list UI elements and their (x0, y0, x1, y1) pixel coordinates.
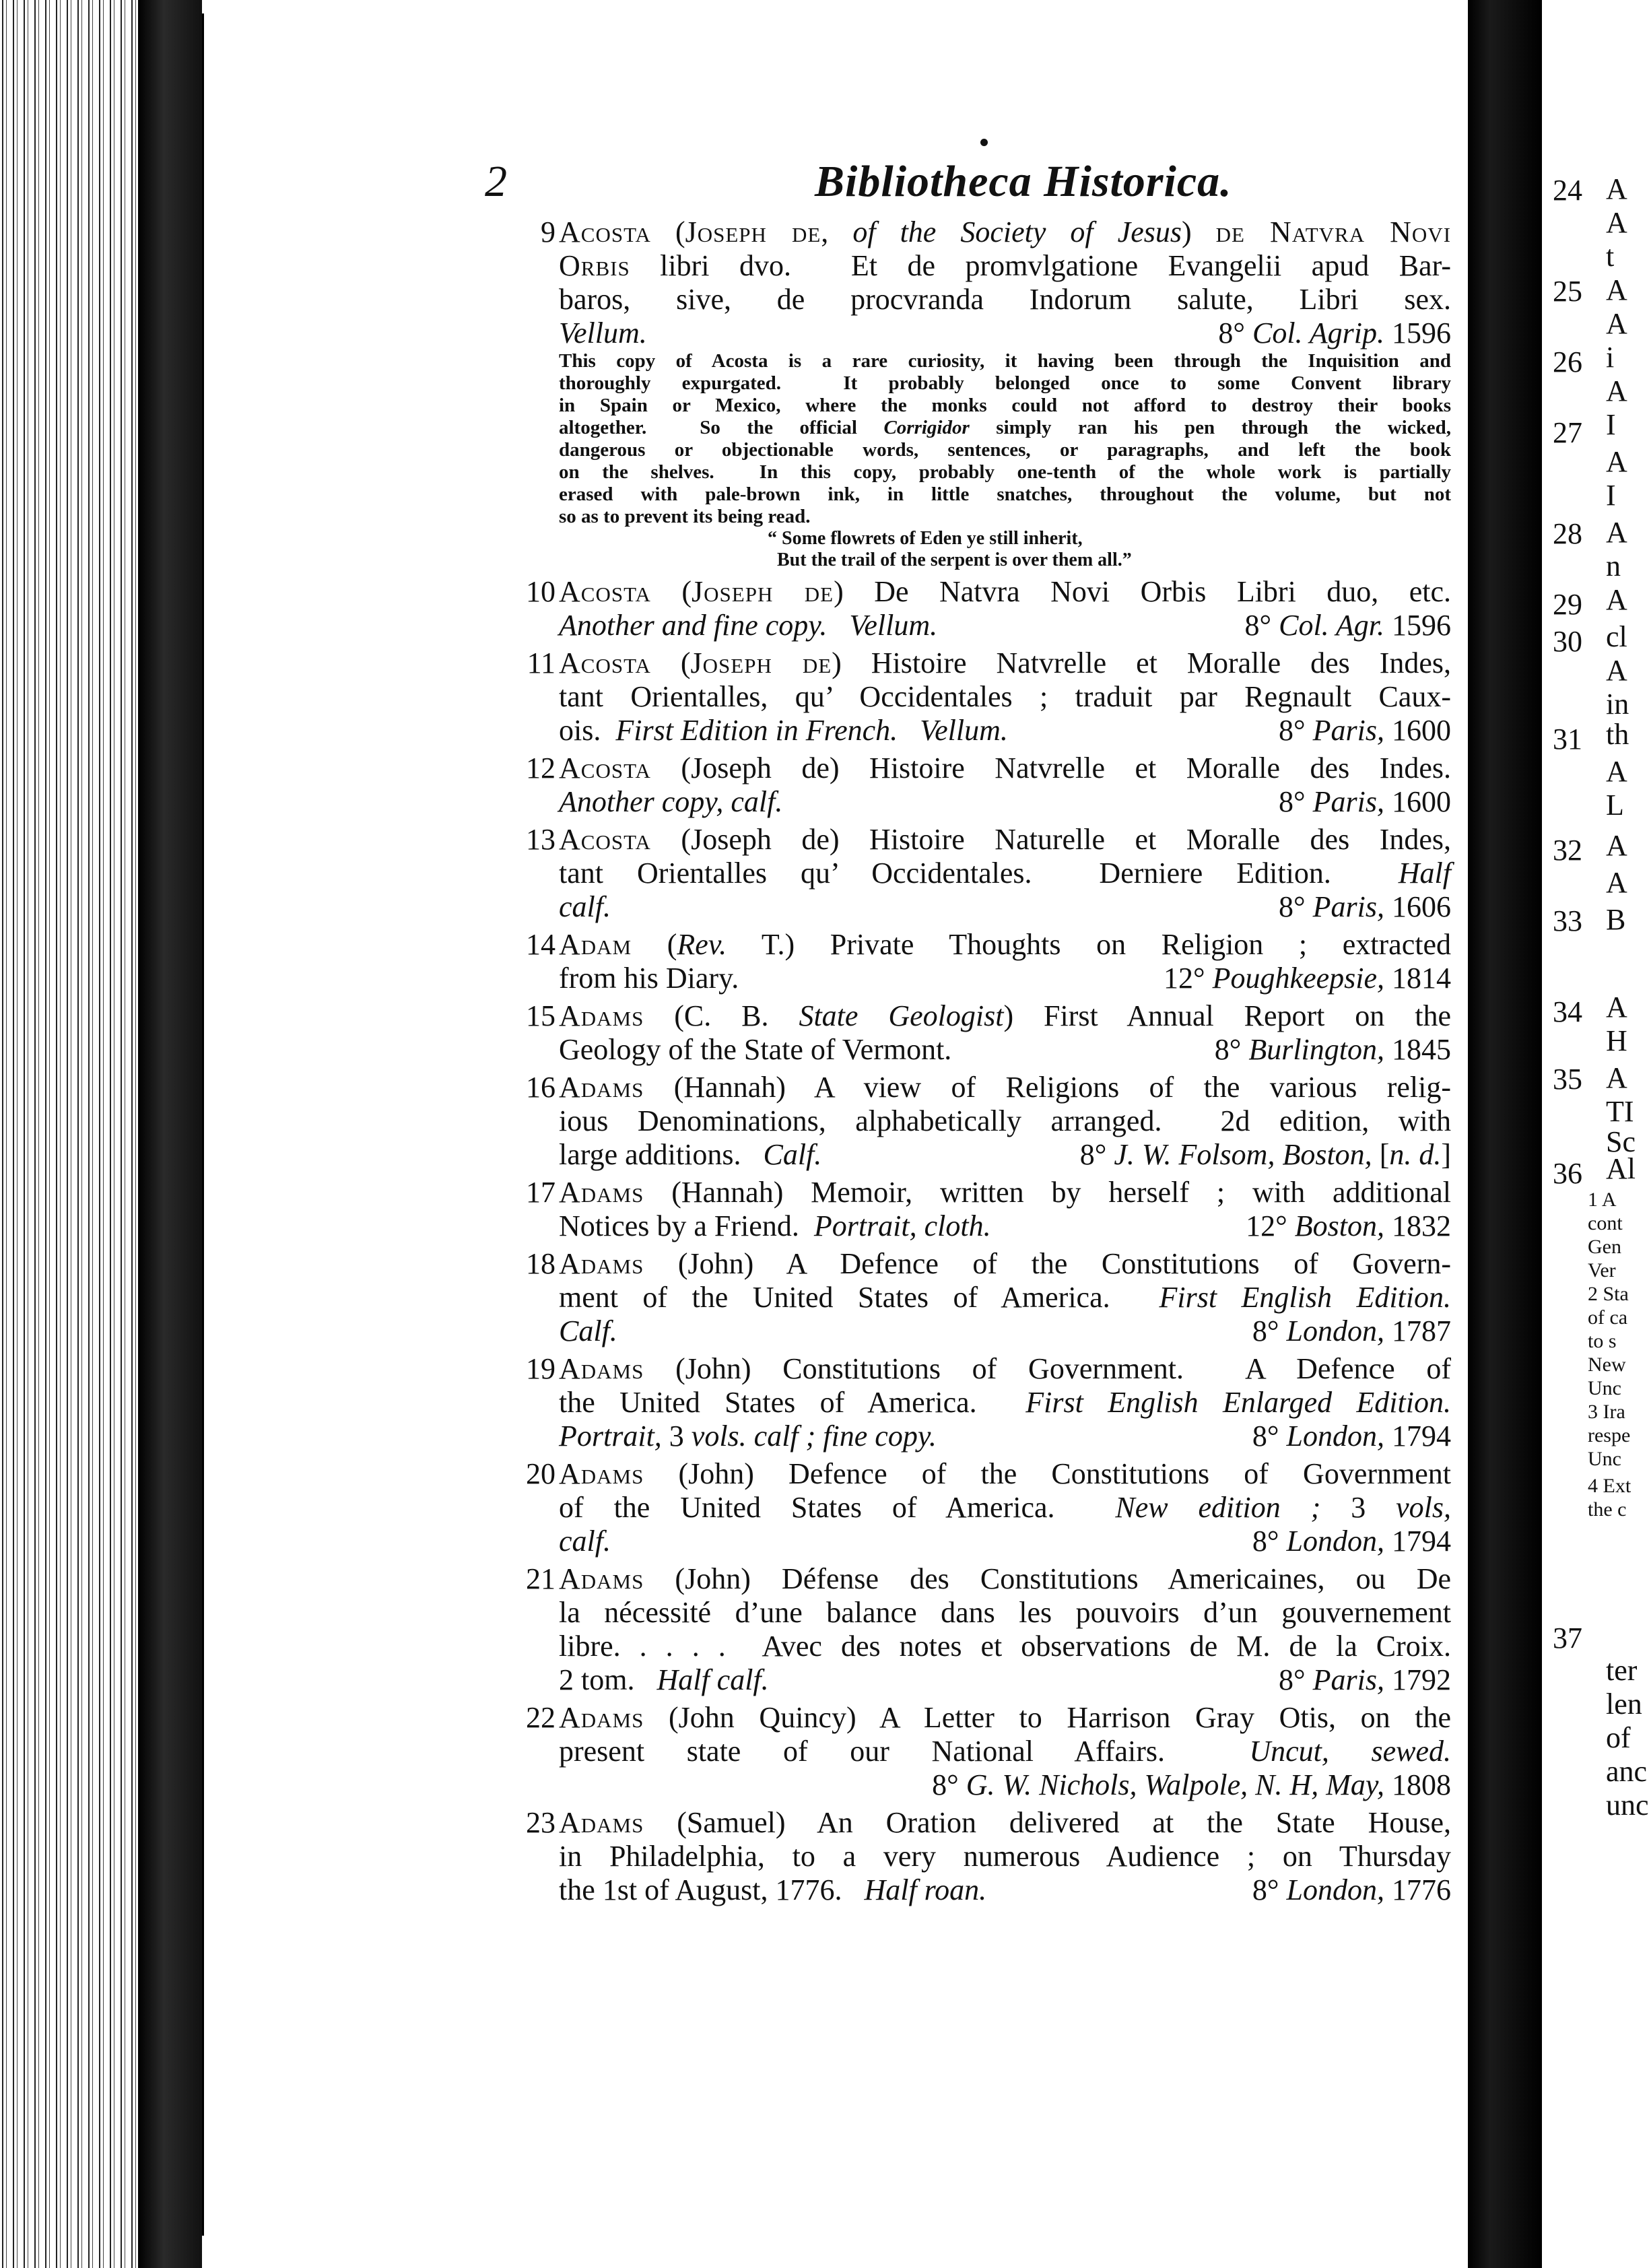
entry-note-line: altogether. So the official Corrigidor simply ran his pen through the wicked, (559, 417, 1451, 438)
entry-number: 23 (526, 1806, 556, 1839)
catalogue-entries (518, 215, 1451, 1911)
facing-text-fragment: th (1606, 718, 1629, 751)
facing-text-fragment: i (1606, 341, 1615, 374)
catalogue-entry (518, 1806, 1451, 1907)
facing-note-fragment: cont (1588, 1212, 1623, 1234)
entry-imprint-line: calf. 8° Paris, 1606 (559, 890, 1451, 923)
facing-text-fragment: len (1606, 1688, 1642, 1721)
catalogue-entry (518, 1352, 1451, 1453)
entry-imprint-line: 8° G. W. Nichols, Walpole, N. H, May, 1808 (932, 1768, 1451, 1801)
facing-entry-number: 25 (1553, 275, 1582, 308)
entry-line: Acosta (Joseph de) De Natvra Novi Orbis Libri duo, etc. (559, 575, 1451, 608)
header-dot (980, 139, 988, 146)
facing-entry-number: 28 (1553, 517, 1582, 550)
facing-entry-number: 33 (1553, 904, 1582, 937)
catalogue-entry (518, 1457, 1451, 1558)
entry-note-line: dangerous or objectionable words, sentences, or paragraphs, and left the book (559, 439, 1451, 461)
facing-text-fragment: TI (1606, 1095, 1634, 1128)
catalogue-entry (518, 928, 1451, 995)
entry-line: Adams (John) Defence of the Constitutions of Government (559, 1457, 1451, 1490)
entry-number: 21 (526, 1562, 556, 1595)
entry-line: ious Denominations, alphabetically arranged. 2d edition, with (559, 1104, 1451, 1137)
entry-note-line: so as to prevent its being read. (559, 506, 811, 527)
entry-number: 10 (526, 575, 556, 608)
entry-number: 22 (526, 1701, 556, 1734)
facing-text-fragment: unc (1606, 1789, 1649, 1822)
facing-note-fragment: 1 A (1588, 1189, 1617, 1211)
entry-imprint-line: calf. 8° London, 1794 (559, 1525, 1451, 1558)
facing-text-fragment: A (1606, 445, 1627, 478)
facing-text-fragment: A (1606, 755, 1627, 788)
facing-entry-number: 24 (1553, 174, 1582, 207)
entry-line: Acosta (Joseph de, of the Society of Jesus) de Natvra Novi (559, 215, 1452, 248)
book-edge (0, 0, 202, 2268)
facing-text-fragment: t (1606, 240, 1615, 273)
entry-imprint-line: Vellum. 8° Col. Agrip. 1596 (559, 316, 1451, 349)
facing-text-fragment: A (1606, 991, 1627, 1024)
entry-note-line: This copy of Acosta is a rare curiosity, it having been through the Inquisition and (559, 350, 1451, 372)
entry-number: 15 (526, 999, 556, 1032)
facing-note-fragment: New (1588, 1354, 1626, 1376)
entry-imprint-line: the 1st of August, 1776. Half roan. 8° London, 1776 (559, 1873, 1451, 1906)
entry-imprint-line: Notices by a Friend. Portrait, cloth. 12° Boston, 1832 (559, 1209, 1451, 1242)
entry-line: Adams (Samuel) An Oration delivered at the State House, (559, 1806, 1451, 1839)
catalogue-entry (518, 215, 1451, 571)
facing-text-fragment: A (1606, 866, 1627, 899)
entry-imprint-line: large additions. Calf. 8° J. W. Folsom, Boston, [n. d.] (559, 1138, 1451, 1171)
entry-line: Acosta (Joseph de) Histoire Naturelle et Moralle des Indes, (559, 823, 1451, 856)
entry-number: 19 (526, 1352, 556, 1385)
entry-number: 12 (526, 752, 556, 785)
entry-line: Adams (John Quincy) A Letter to Harrison Gray Otis, on the (559, 1701, 1451, 1734)
entry-line: tant Orientalles qu’ Occidentales. Derniere Edition. Half (559, 857, 1451, 890)
entry-imprint-line: from his Diary. 12° Poughkeepsie, 1814 (559, 962, 1451, 995)
entry-imprint-line: Another copy, calf. 8° Paris, 1600 (559, 785, 1451, 818)
catalogue-entry (518, 646, 1451, 747)
entry-quotation-line: But the trail of the serpent is over them all.” (768, 549, 1132, 570)
facing-text-fragment: anc (1606, 1755, 1648, 1788)
facing-note-fragment: 4 Ext (1588, 1475, 1631, 1497)
facing-text-fragment: A (1606, 172, 1627, 205)
entry-quotation-line: “ Some flowrets of Eden ye still inherit, (768, 528, 1083, 549)
facing-text-fragment: L (1606, 789, 1624, 822)
entry-line: Adams (John) Constitutions of Government. A Defence of (559, 1352, 1451, 1385)
entry-note-line: thoroughly expurgated. It probably belonged once to some Convent library (559, 372, 1451, 394)
entry-number: 18 (526, 1247, 556, 1280)
entry-number: 11 (527, 646, 556, 679)
entry-number: 9 (541, 215, 556, 248)
entry-line: Orbis libri dvo. Et de promvlgatione Evangelii apud Bar- (559, 249, 1451, 282)
entry-line: present state of our National Affairs. Uncut, sewed. (559, 1735, 1452, 1768)
entry-line: tant Orientalles, qu’ Occidentales ; traduit par Regnault Caux- (559, 680, 1451, 713)
facing-text-fragment: n (1606, 549, 1621, 582)
facing-note-fragment: the c (1588, 1498, 1627, 1521)
facing-note-fragment: Unc (1588, 1377, 1621, 1399)
facing-text-fragment: A (1606, 1061, 1627, 1094)
entry-number: 16 (526, 1071, 556, 1104)
facing-text-fragment: A (1606, 273, 1627, 306)
facing-text-fragment: in (1606, 688, 1629, 721)
page-gutter (1468, 0, 1542, 2268)
entry-line: Adams (John) Défense des Constitutions Americaines, ou De (559, 1562, 1451, 1595)
entry-line: Adam (Rev. T.) Private Thoughts on Religion ; extracted (559, 928, 1451, 961)
facing-text-fragment: A (1606, 307, 1627, 340)
catalogue-entry (518, 1247, 1451, 1348)
facing-text-fragment: A (1606, 829, 1627, 862)
facing-note-fragment: respe (1588, 1424, 1631, 1446)
entry-imprint-line: Another and fine copy. Vellum. 8° Col. Agr. 1596 (559, 609, 1451, 642)
facing-note-fragment: 2 Sta (1588, 1283, 1629, 1305)
facing-text-fragment: A (1606, 206, 1627, 239)
catalogue-entry (518, 823, 1451, 924)
entry-line: Adams (C. B. State Geologist) First Annual Report on the (559, 999, 1451, 1032)
entry-line: Adams (Hannah) A view of Religions of the various relig- (559, 1071, 1451, 1104)
catalogue-entry (518, 752, 1451, 819)
entry-note-line: erased with pale-brown ink, in little snatches, throughout the volume, but not (559, 483, 1451, 505)
entry-note-line: on the shelves. In this copy, probably one-tenth of the whole work is partially (559, 461, 1451, 483)
facing-note-fragment: 3 Ira (1588, 1401, 1625, 1423)
facing-text-fragment: I (1606, 408, 1616, 441)
page-number: 2 (485, 157, 507, 206)
facing-text-fragment: ter (1606, 1654, 1638, 1687)
catalogue-entry (518, 1071, 1451, 1172)
entry-line: the United States of America. First English Enlarged Edition. (559, 1386, 1451, 1419)
running-title: Bibliotheca Historica. (815, 157, 1232, 206)
entry-line: la nécessité d’une balance dans les pouvoirs d’un gouvernement (559, 1596, 1451, 1629)
catalogue-entry (518, 575, 1451, 642)
entry-number: 20 (526, 1457, 556, 1490)
facing-note-fragment: Gen (1588, 1236, 1621, 1258)
facing-entry-number: 36 (1553, 1157, 1582, 1190)
entry-line: Acosta (Joseph de) Histoire Natvrelle et Moralle des Indes, (559, 646, 1452, 679)
facing-text-fragment: of (1606, 1721, 1631, 1754)
facing-text-fragment: A (1606, 374, 1627, 407)
entry-number: 13 (526, 823, 556, 856)
facing-text-fragment: A (1606, 516, 1627, 549)
facing-text-fragment: B (1606, 903, 1626, 936)
catalogue-entry (518, 1701, 1451, 1802)
facing-text-fragment: A (1606, 583, 1627, 616)
entry-imprint-line: ois. First Edition in French. Vellum. 8° Paris, 1600 (559, 714, 1451, 747)
facing-note-fragment: Unc (1588, 1448, 1621, 1470)
entry-line: Adams (Hannah) Memoir, written by herself ; with additional (559, 1176, 1451, 1209)
facing-entry-number: 37 (1553, 1622, 1582, 1655)
facing-entry-number: 26 (1553, 345, 1582, 378)
entry-imprint-line: Geology of the State of Vermont. 8° Burlington, 1845 (559, 1033, 1451, 1066)
entry-line: ment of the United States of America. First English Edition. (559, 1281, 1452, 1314)
facing-entry-number: 29 (1553, 588, 1582, 621)
facing-text-fragment: I (1606, 479, 1616, 512)
facing-text-fragment: Sc (1606, 1125, 1636, 1158)
facing-entry-number: 27 (1553, 416, 1582, 449)
entry-line: of the United States of America. New edition ; 3 vols, (559, 1491, 1452, 1524)
facing-entry-number: 30 (1553, 625, 1582, 658)
facing-text-fragment: Al (1606, 1152, 1636, 1185)
entry-line: Acosta (Joseph de) Histoire Natvrelle et Moralle des Indes. (559, 752, 1451, 785)
facing-entry-number: 32 (1553, 834, 1582, 867)
entry-number: 17 (526, 1176, 556, 1209)
facing-note-fragment: of ca (1588, 1306, 1628, 1329)
facing-text-fragment: A (1606, 654, 1627, 687)
facing-text-fragment: H (1606, 1024, 1627, 1057)
facing-page-fragment (1542, 67, 1649, 2268)
entry-line: in Philadelphia, to a very numerous Audience ; on Thursday (559, 1840, 1451, 1873)
entry-note-line: in Spain or Mexico, where the monks could not afford to destroy their books (559, 395, 1451, 416)
facing-entry-number: 35 (1553, 1063, 1582, 1096)
entry-imprint-line: 2 tom. Half calf. 8° Paris, 1792 (559, 1663, 1451, 1696)
catalogue-entry (518, 1562, 1451, 1697)
entry-line: libre. . . . . Avec des notes et observations de M. de la Croix. (559, 1630, 1451, 1663)
catalogue-entry (518, 1176, 1451, 1243)
facing-note-fragment: to s (1588, 1330, 1617, 1352)
entry-line: Adams (John) A Defence of the Constitutions of Govern- (559, 1247, 1451, 1280)
entry-number: 14 (526, 928, 556, 961)
entry-imprint-line: Calf. 8° London, 1787 (559, 1314, 1451, 1347)
entry-imprint-line: Portrait, 3 vols. calf ; fine copy. 8° London, 1794 (559, 1420, 1451, 1453)
entry-line: baros, sive, de procvranda Indorum salute, Libri sex. (559, 283, 1451, 316)
facing-entry-number: 31 (1553, 723, 1582, 756)
catalogue-entry (518, 999, 1451, 1067)
facing-entry-number: 34 (1553, 995, 1582, 1028)
facing-note-fragment: Ver (1588, 1259, 1616, 1281)
facing-text-fragment: cl (1606, 620, 1627, 653)
